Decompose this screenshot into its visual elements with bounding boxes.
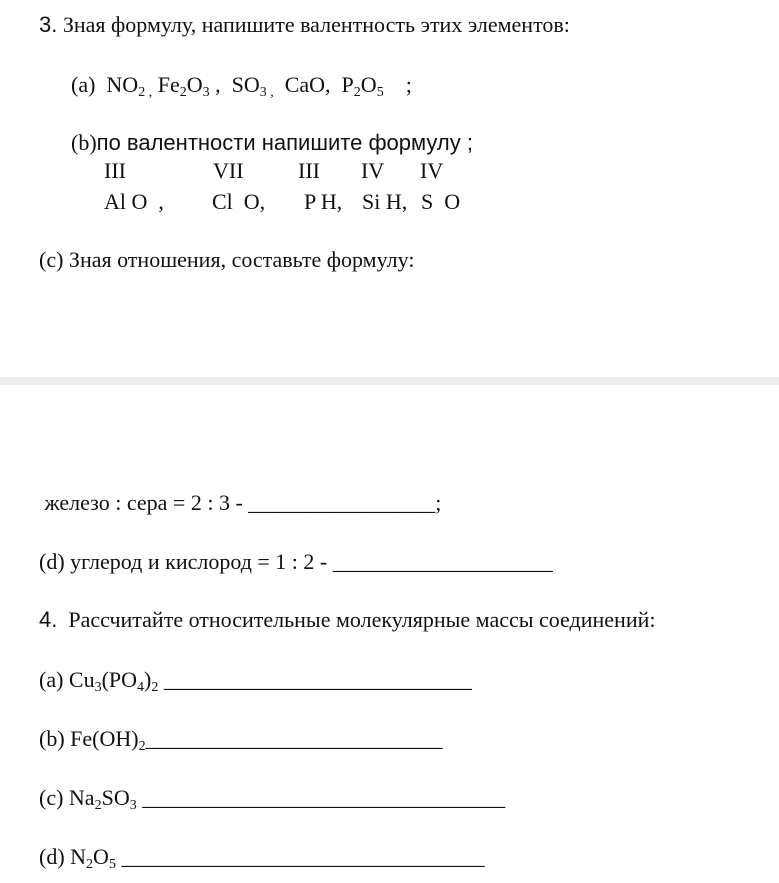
task3-b-label: (b)	[71, 130, 97, 155]
formula-cao: CaO,	[284, 72, 331, 97]
task3-c-answer: железо : сера = 2 : 3 - _________________;	[39, 490, 442, 515]
formula-no2: $NO_{2 ,}$	[106, 72, 153, 100]
task3-a-end: ;	[405, 72, 412, 97]
task3-b-text: по валентности напишите формулу ;	[96, 130, 473, 155]
task4-item-a: (a) $Cu_3(PO_4)_2$ ____________________________	[39, 667, 472, 695]
answer-blank-c: _________________________________	[136, 785, 506, 810]
task3-text: Зная формулу, напишите валентность этих элементов:	[57, 12, 570, 37]
page-divider	[0, 377, 779, 385]
task4-heading	[39, 607, 655, 633]
formula-row	[0, 189, 779, 215]
formula-b-4: Si H,	[362, 189, 408, 214]
task3-d-text: (d) углерод и кислород = 1 : 2 - ____________________	[39, 549, 553, 574]
formula-fe2o3: $Fe_2O_3$ ,	[157, 72, 221, 100]
formula-b-5: S O	[421, 189, 461, 214]
answer-blank-b: ___________________________	[145, 726, 443, 751]
valence-5: IV	[420, 158, 444, 183]
formula-so3: $SO_{3 ,}$	[231, 72, 274, 100]
formula-b-2: Cl O,	[212, 189, 266, 214]
task4-item-d: (d) $N_2O_5$ _________________________________	[39, 844, 485, 872]
formula-p2o5: $P_2O_5$	[341, 72, 384, 100]
valence-2: VII	[213, 158, 244, 183]
answer-blank-d: _________________________________	[115, 844, 485, 869]
answer-blank-a: ____________________________	[158, 667, 472, 692]
valence-1: III	[104, 158, 126, 183]
valence-3: III	[298, 158, 320, 183]
task4-text: Рассчитайте относительные молекулярные массы соединений:	[57, 607, 656, 632]
valence-4: IV	[361, 158, 385, 183]
task3-b-line	[71, 130, 473, 156]
task4-item-c: (c) $Na_2SO_3$ _________________________________	[39, 785, 506, 813]
task4-number: 4.	[39, 607, 58, 632]
task3-a-line	[71, 72, 412, 98]
task3-c-text: (c) Зная отношения, составьте формулу:	[39, 247, 415, 272]
formula-b-3: P H,	[304, 189, 343, 214]
task4-item-b: (b) $Fe(OH)_2\_\_\_\_\_\_\_\_\_\_\_\_\_\_\_\_\_\_\_\_\_\_\_\_\_\_\_$	[39, 726, 443, 754]
valence-row	[0, 158, 779, 184]
task3-heading	[39, 12, 570, 38]
formula-b-1: Al O ,	[104, 189, 164, 214]
task3-a-label: (a)	[71, 72, 96, 97]
task3-number: 3.	[39, 12, 58, 37]
